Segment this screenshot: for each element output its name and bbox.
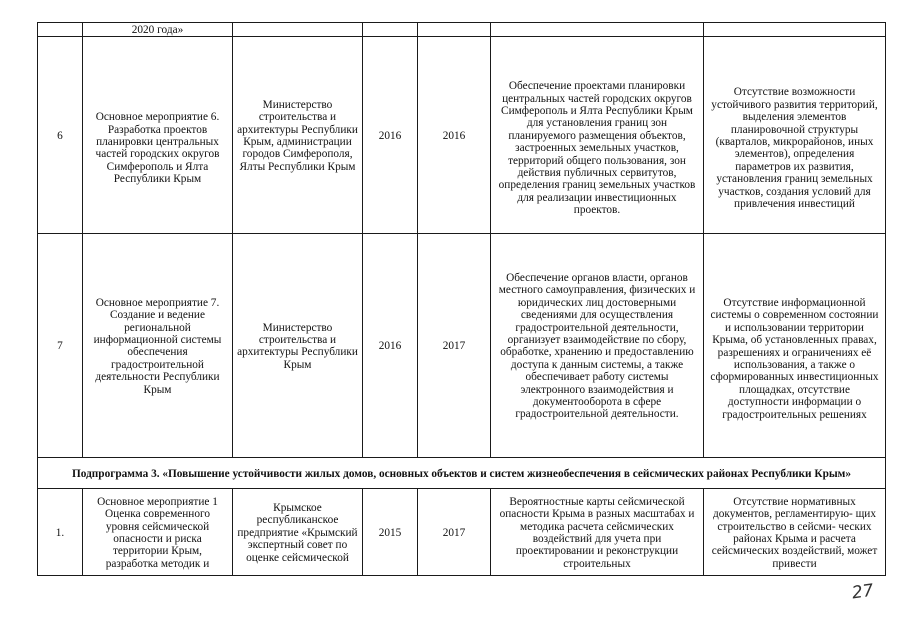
cell-start: [363, 23, 418, 37]
start-year: 2015: [363, 489, 418, 576]
start-year: 2016: [363, 37, 418, 234]
page-number: 27: [850, 580, 875, 604]
row-number: 7: [38, 234, 83, 458]
table-row: [38, 489, 886, 576]
event-name: Основное мероприятие 6. Разработка проектов планировки центральных частей городских округов Симферополь и Ялта Республики Крым: [83, 37, 233, 234]
cell-end: [418, 23, 491, 37]
end-year: 2017: [418, 234, 491, 458]
executor: Министерство строительства и архитектуры Республики Крым, администрации городов Симферополя, Ялты Республики Крым: [233, 37, 363, 234]
consequence: Отсутствие возможности устойчивого развития территорий, выделения элементов планировочной структуры (кварталов, микрорайонов, иных элементов), определения параметров их развития, установления границ земельных участков, создания условий для привлечения инвестиций: [704, 37, 886, 234]
table-row: [38, 37, 886, 234]
subprogram-title: Подпрограмма 3. «Повышение устойчивости жилых домов, основных объектов и систем жизнеобеспечения в сейсмических районах Республики Крым»: [38, 458, 886, 489]
cell-result: [491, 23, 704, 37]
executor: Крымское республиканское предприятие «Крымский экспертный совет по оценке сейсмической: [233, 489, 363, 576]
row-number: 6: [38, 37, 83, 234]
cell-event: 2020 года»: [83, 23, 233, 37]
subprogram-row: [38, 458, 886, 489]
table-row: [38, 234, 886, 458]
expected-result: Вероятностные карты сейсмической опасности Крыма в разных масштабах и методика расчета сейсмических воздействий для учета при проектировании и реконструкции строительных: [491, 489, 704, 576]
table-row-continuation: [38, 23, 886, 37]
consequence: Отсутствие информационной системы о современном состоянии и использовании территории Крыма, об установленных правах, разрешениях и ограничениях её использования, а также о сформированных инвестиционных площадках, отсутствие доступности информации о градостроительных решениях: [704, 234, 886, 458]
end-year: 2016: [418, 37, 491, 234]
expected-result: Обеспечение проектами планировки центральных частей городских округов Симферополь и Ялта Республики Крым для установления границ зон планируемого размещения объектов, застроенных земельных участков, территорий общего пользования, зон действия публичных сервитутов, определения границ земельных участков для реализации инвестиционных проектов.: [491, 37, 704, 234]
event-name: Основное мероприятие 1 Оценка современного уровня сейсмической опасности и риска территории Крым, разработка методик и: [83, 489, 233, 576]
row-number: 1.: [38, 489, 83, 576]
consequence: Отсутствие нормативных документов, регламентирую- щих строительство в сейсми- ческих районах Крыма и расчета сейсмических воздействий, может привести: [704, 489, 886, 576]
start-year: 2016: [363, 234, 418, 458]
cell-num: [38, 23, 83, 37]
executor: Министерство строительства и архитектуры Республики Крым: [233, 234, 363, 458]
measures-table: [37, 22, 886, 576]
cell-consequence: [704, 23, 886, 37]
expected-result: Обеспечение органов власти, органов местного самоуправления, физических и юридических лиц достоверными сведениями для осуществления градостроительной деятельности, организует взаимодействие по сбору, обработке, хранению и предоставлению доступа к данным системы, а также обеспечивает работу системы электронного взаимодействия и документооборота в сфере градостроительной деятельности.: [491, 234, 704, 458]
cell-executor: [233, 23, 363, 37]
end-year: 2017: [418, 489, 491, 576]
event-name: Основное мероприятие 7. Создание и ведение региональной информационной системы обеспечения градостроительной деятельности Республики Крым: [83, 234, 233, 458]
